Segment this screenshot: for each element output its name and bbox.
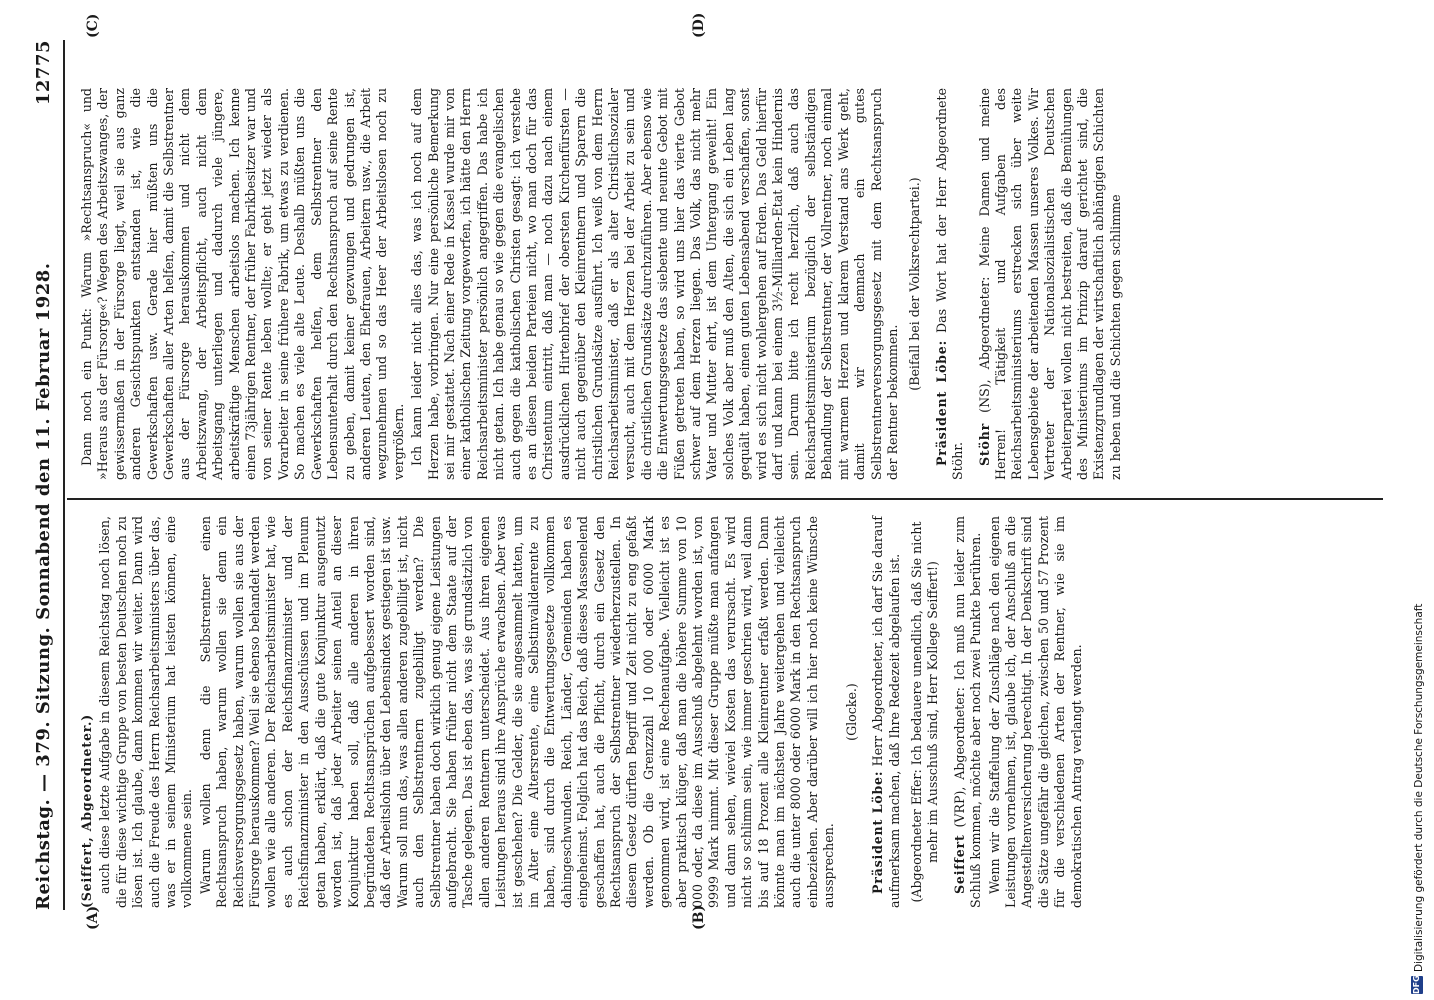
rotated-scan-page xyxy=(1,0,1434,1000)
speaker-text: (NS), Abgeordneter: Meine Damen und meine Herren! Tätigkeit und Aufgaben des Reichsarbeitsministeriums erstrecken sich über weite Lebensgebiete der arbeitenden Massen unseres Volkes. Wir Vertreter der Nationalsozialistischen Deutschen Arbeiterpartei wollen nicht bestreiten, daß die Bemühungen des Ministeriums im Prinzip darauf gerichtet sind, die Existenzgrundlagen der wirtschaftlich abhängigen Schichten zu heben und die Schichten gegen schlimme xyxy=(976,88,1123,480)
president-name: Präsident Löbe: xyxy=(870,770,886,894)
applause-note: (Beifall bei der Volksrechtpartei.) xyxy=(907,177,923,391)
dfg-logo: DFG xyxy=(1412,975,1421,994)
paragraph: auch diese letzte Aufgabe in diesem Reichstag noch lösen, die für diese wichtige Gruppe von besten Deutschen noch zu lösen ist. Ich glaube, dann kommen wir weiter. Dann wird auch die Freude des Herrn Reichsarbeitsministers über das, was er in seinem Ministerium hat leisten können, eine vollkommene sein. xyxy=(97,516,195,908)
president-text: Herr Abgeordneter, ich darf Sie darauf aufmerksam machen, daß Ihre Redezeit abgelaufen ist. xyxy=(870,516,902,908)
left-column xyxy=(79,516,1087,908)
column-divider xyxy=(67,498,1383,500)
digitization-credit: Digitalisierung gefördert durch die Deutsche Forschungsgemeinschaft xyxy=(1413,603,1425,972)
speaker-name: Seiffert xyxy=(951,834,967,894)
president-remark xyxy=(934,88,967,480)
speaker-continuation: (Seiffert, Abgeordneter.) xyxy=(79,714,94,908)
paragraph: Dann noch ein Punkt: Warum »Rechtsanspruch« und »Heraus aus der Fürsorge«? Wegen des Arbeitszwanges, der gewissermaßen in der Fürsorge liegt, weil sie aus ganz anderen Gesichtspunkten entstanden ist, wie die Gewerkschaften usw. Gerade hier müßten uns die Gewerkschaften aller Arten helfen, damit die Selbstrentner aus der Fürsorge herauskommen und nicht dem Arbeitszwang, der Arbeitspflicht, auch nicht dem Arbeitsgang unterliegen und dadurch viele jüngere, arbeitskräftige Menschen arbeitslos machen. Ich kenne einen 73jährigen Rentner, der früher Fabrikbesitzer war und von seiner Rente leben wollte; er geht jetzt wieder als Vorarbeiter in seine frühere Fabrik, um etwas zu verdienen. So machen es viele alte Leute. Deshalb müßten uns die Gewerkschaften helfen, dem Selbstrentner den Lebensunterhalt durch den Rechtsanspruch auf seine Rente zu geben, damit keiner gezwungen und gedrungen ist, anderen Leuten, den Ehefrauen, Arbeitern usw., die Arbeit wegzunehmen und so das Heer der Arbeitslosen noch zu vergrößern. xyxy=(79,88,406,480)
margin-marker-a: (A) xyxy=(85,905,101,930)
president-text: Das Wort hat der Herr Abgeordnete Stöhr. xyxy=(933,88,966,480)
margin-marker-d: (D) xyxy=(691,12,707,38)
speaker-paragraph xyxy=(952,516,985,908)
bell-note: (Glocke.) xyxy=(843,683,859,741)
president-remark xyxy=(870,516,903,908)
paragraph: Warum wollen denn die Selbstrentner einen Rechtsanspruch haben, warum wollen sie denn ein Reichsversorgungsgesetz haben, warum wollen sie aus der Fürsorge herauskommen? Weil sie ebenso behandelt werden wollen wie alle anderen. Der Reichsarbeitsminister hat, wie es auch schon der Reichsfinanzminister und der Reichsfinanzminister in den Ausschüssen und im Plenum getan haben, erklärt, daß die gute Konjunktur ausgenutzt worden ist, daß jeder Arbeiter seinen Anteil an dieser Konjunktur haben soll, daß alle anderen in ihren begründeten Rechtsansprüchen aufgebessert worden sind, daß der Arbeitslohn über den Lebensindex gestiegen ist usw. Warum soll nun das, was allen anderen zugebilligt ist, nicht auch den Selbstrentnern zugebilligt werden? Die Selbstrentner haben doch wirklich genug eigene Leistungen aufgebracht. Sie haben früher nicht dem Staate auf der Tasche gelegen. Das ist eben das, was sie grundsätzlich von allen anderen Rentnern unterscheidet. Aus ihren eigenen Leistungen heraus sind ihre Ansprüche erwachsen. Aber was ist geschehen? Die Gelder, die sie angesammelt hatten, um im Alter eine Altersrente, eine Selbstinvalidenrente zu haben, sind durch die Entwertungsgesetze vollkommen dahingeschwunden. Reich, Länder, Gemeinden haben es eingeheimst. Folglich hat das Reich, daß dieses Massenelend geschaffen hat, auch die Pflicht, durch ein Gesetz den Rechtsanspruch der Selbstrentner wiederherzustellen. In diesem Gesetz dürften Begriff und Zeit nicht zu eng gefaßt werden. Ob die Grenzzahl 10 000 oder 6000 Mark genommen wird, ist eine Rechenaufgabe. Vielleicht ist es aber praktisch klüger, daß man die höhere Summe von 10 000 oder, da diese im Ausschuß abgelehnt worden ist, von 9999 Mark nimmt. Mit dieser Gruppe müßte man anfangen und dann sehen, wieviel Kosten das verursacht. Es wird nicht so schlimm sein, wie immer geschrien wird, weil dann bis auf 18 Prozent alle Kleinrentner erfaßt werden. Dann könnte man im nächsten Jahre weitergehen und vielleicht auch die unter 8000 oder 6000 Mark in den Rechtsanspruch einbeziehen. Aber darüber will ich hier noch keine Wünsche aussprechen. xyxy=(197,516,837,908)
margin-marker-c: (C) xyxy=(85,13,101,38)
speaker-paragraph xyxy=(977,88,1125,480)
page-number: 12775 xyxy=(33,40,54,106)
right-column xyxy=(79,88,1126,480)
paragraph: Ich kann leider nicht alles das, was ich noch auf dem Herzen habe, vorbringen. Nur eine persönliche Bemerkung sei mir gestattet. Nach einer Rede in Kassel wurde mir von einer katholischen Zeitung vorgeworfen, ich hätte den Herrn Reichsarbeitsminister persönlich angegriffen. Das habe ich nicht getan. Ich habe genau so wie gegen die evangelischen auch gegen die katholischen Christen gesagt: ich verstehe es an diesen beiden Parteien nicht, wo man doch für das Christentum eintritt, daß man — noch dazu nach einem ausdrücklichen Hirtenbrief der obersten Kirchenfürsten — nicht auch gegenüber den Kleinrentnern und Sparern die christlichen Grundsätze ausführt. Ich weiß von dem Herrn Reichsarbeitsminister, daß er als alter Christlichsozialer versucht, auch mit dem Herzen bei der Arbeit zu sein und die christlichen Grundsätze durchzuführen. Aber ebenso wie die Entwertungsgesetze das siebente und neunte Gebot mit Füßen getreten haben, so wird uns hier das vierte Gebot schwer auf dem Herzen liegen. Das Volk, das nicht mehr Vater und Mutter ehrt, ist dem Untergang geweiht! Ein solches Volk aber muß den Alten, die sich ein Leben lang gequält haben, einen guten Lebensabend verschaffen, sonst wird es sich nicht wohlergehen auf Erden. Das Geld hierfür darf und kann bei einem 3½-Milliarden-Etat kein Hindernis sein. Darum bitte ich recht herzlich, daß auch das Reichsarbeitsministerium bezüglich der selbständigen Behandlung der Selbstrentner, der Vollrentner, noch einmal mit warmem Herzen und klarem Verstand ans Werk geht, damit wir demnach ein gutes Selbstrentnerversorgungsgesetz mit dem Rechtsanspruch der Rentner bekommen. xyxy=(409,88,900,480)
speaker-text: (VRP), Abgeordneter: Ich muß nun leider zum Schluß kommen, möchte aber noch zwei Punkte berühren. xyxy=(951,516,984,908)
interjection: (Abgeordneter Effer: Ich bedauere unendlich, daß Sie nicht mehr im Ausschuß sind, Herr Kollege Seiffert!) xyxy=(908,521,941,903)
page-header xyxy=(33,40,73,910)
running-title: Reichstag. — 379. Sitzung. Sonnabend den 11. Februar 1928. xyxy=(33,262,54,910)
paragraph: Wenn wir die Staffelung der Zuschläge nach den eigenen Leistungen vornehmen, ist, glaube ich, der Anschluß an die Angestelltenversicherung berechtigt. In der Denkschrift sind die Sätze ungefähr die gleichen, zwischen 50 und 57 Prozent für die verschiedenen Arten der Rentner, wie sie im demokratischen Antrag verlangt werden. xyxy=(986,516,1084,908)
speaker-name: Stöhr xyxy=(976,422,992,466)
president-name: Präsident Löbe: xyxy=(933,339,949,466)
margin-marker-b: (B) xyxy=(691,904,707,930)
header-rule xyxy=(63,40,65,910)
